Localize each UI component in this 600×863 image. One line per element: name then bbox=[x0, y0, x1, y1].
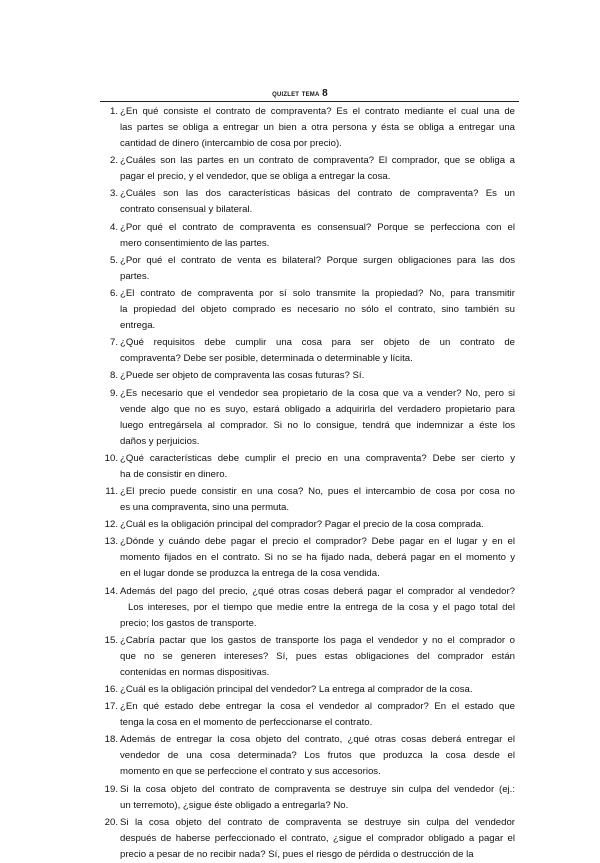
list-item bbox=[0, 386, 600, 450]
item-line: ha de consistir en dinero. bbox=[120, 468, 228, 480]
item-number: 16. bbox=[104, 684, 118, 695]
list-item bbox=[0, 699, 600, 731]
list-item bbox=[0, 368, 600, 384]
item-line: precio; los gastos de transporte. bbox=[120, 617, 257, 629]
item-number: 20. bbox=[104, 816, 118, 828]
list-item bbox=[0, 682, 600, 698]
item-number: 15. bbox=[104, 634, 118, 646]
item-line: que no se generen intereses? Sí, pues estas obligaciones del comprador están bbox=[120, 650, 515, 662]
list-item bbox=[0, 732, 600, 780]
item-line: la propiedad del objeto comprado es necesario no sólo el contrato, sino también su bbox=[120, 304, 515, 315]
item-line: Además del pago del precio, ¿qué otras cosas deberá pagar el comprador al vendedor? bbox=[120, 585, 515, 597]
item-number: 14. bbox=[104, 585, 118, 597]
item-line: contrato consensual y bilateral. bbox=[120, 204, 253, 216]
list-item bbox=[0, 815, 600, 863]
item-number: 1. bbox=[109, 106, 118, 117]
list-item bbox=[0, 584, 600, 632]
item-line: cantidad de dinero (intercambio de cosa por precio). bbox=[120, 138, 342, 149]
item-line: Los intereses, por el tiempo que medie entre la entrega de la cosa y el pago total del bbox=[128, 601, 515, 613]
item-number: 18. bbox=[104, 734, 118, 746]
title-number: 8 bbox=[322, 88, 328, 99]
list-item bbox=[0, 517, 600, 533]
item-line: ¿Qué características debe cumplir el precio en una compraventa? Debe ser cierto y bbox=[120, 452, 515, 464]
item-line: vendedor de una cosa determinada? Los frutos que produzca la cosa desde el bbox=[120, 750, 515, 762]
list-item bbox=[0, 104, 600, 152]
list-item bbox=[0, 253, 600, 285]
item-number: 3. bbox=[109, 188, 118, 200]
item-line: precio a pesar de no recibir nada? Sí, pues el riesgo de pérdida o destrucción de la bbox=[120, 848, 474, 860]
item-line: compraventa? Debe ser posible, determinada o determinable y lícita. bbox=[120, 353, 413, 365]
item-line: ¿Cuál es la obligación principal del comprador? Pagar el precio de la cosa comprada. bbox=[120, 519, 484, 531]
list-item bbox=[0, 186, 600, 218]
list-item bbox=[0, 484, 600, 516]
item-number: 10. bbox=[104, 452, 118, 464]
item-number: 12. bbox=[104, 519, 118, 531]
item-line: ¿Cuáles son las dos características básicas del contrato de compraventa? Es un bbox=[120, 188, 515, 200]
item-number: 11. bbox=[105, 486, 118, 497]
title-rule bbox=[100, 101, 519, 102]
item-line: partes. bbox=[120, 270, 150, 282]
list-item bbox=[0, 335, 600, 367]
item-number: 2. bbox=[109, 155, 118, 167]
item-line: Además de entregar la cosa objeto del contrato, ¿qué otras cosas deberá entregar el bbox=[120, 734, 515, 746]
item-line: ¿Qué requisitos debe cumplir una cosa para ser objeto de un contrato de bbox=[120, 337, 515, 349]
item-line: luego entregársela al comprador. Si no lo consigue, tendrá que indemnizar a éste los bbox=[120, 419, 515, 431]
page-title bbox=[0, 88, 600, 99]
list-item bbox=[0, 153, 600, 185]
list-item bbox=[0, 220, 600, 252]
item-number: 17. bbox=[104, 701, 118, 713]
list-item bbox=[0, 451, 600, 483]
item-line: ¿Es necesario que el vendedor sea propietario de la cosa que va a vender? No, pero si bbox=[120, 387, 515, 399]
item-line: ¿El contrato de compraventa por sí solo transmite la propiedad? No, para transmitir bbox=[120, 288, 515, 299]
item-line: ¿Cuáles son las partes en un contrato de compraventa? El comprador, que se obliga a bbox=[120, 155, 515, 167]
item-line: un terremoto), ¿sigue éste obligado a entregarla? No. bbox=[120, 799, 349, 811]
item-line: mero consentimiento de las partes. bbox=[120, 237, 270, 249]
item-line: momento fijados en el contrato. Si no se ha fijado nada, deberá pagar en el momento y bbox=[120, 552, 515, 564]
item-line: contenidas en normas dispositivas. bbox=[120, 666, 270, 678]
item-number: 9. bbox=[109, 387, 118, 399]
item-line: ¿En qué consiste el contrato de compraventa? Es el contrato mediante el cual una de bbox=[120, 106, 515, 117]
item-line: tenga la cosa en el momento de perfeccionarse el contrato. bbox=[120, 717, 373, 729]
item-number: 8. bbox=[109, 370, 118, 382]
item-number: 7. bbox=[109, 337, 118, 349]
list-item bbox=[0, 633, 600, 681]
item-number: 5. bbox=[109, 254, 118, 266]
item-line: ¿En qué estado debe entregar la cosa el vendedor al comprador? En el estado que bbox=[120, 701, 515, 713]
item-line: ¿Dónde y cuándo debe pagar el precio el comprador? Debe pagar en el lugar y en el bbox=[120, 536, 515, 548]
item-line: Si la cosa objeto del contrato de compraventa se destruye sin culpa del vendedor (ej.: bbox=[120, 783, 515, 795]
item-number: 13. bbox=[104, 536, 118, 548]
item-line: ¿Por qué el contrato de compraventa es consensual? Porque se perfecciona con el bbox=[120, 221, 515, 233]
list-item bbox=[0, 286, 600, 334]
item-number: 19. bbox=[104, 783, 118, 795]
item-line: ¿Puede ser objeto de compraventa las cosas futuras? Sí. bbox=[120, 370, 365, 382]
list-item bbox=[0, 534, 600, 582]
item-number: 6. bbox=[109, 288, 118, 299]
item-line: momento en que se perfeccione el contrato y sus accesorios. bbox=[120, 766, 381, 778]
item-line: después de haberse perfeccionado el contrato, ¿sigue el comprador obligado a pagar el bbox=[120, 832, 515, 844]
item-line: vende algo que no es suyo, estará obligado a adquirirla del verdadero propietario para bbox=[120, 403, 515, 415]
item-line: ¿Cuál es la obligación principal del vendedor? La entrega al comprador de la cosa. bbox=[120, 684, 473, 695]
item-line: las partes se obliga a entregar un bien a otra persona y ésta se obliga a entregar una bbox=[120, 122, 515, 133]
item-line: es una compraventa, sino una permuta. bbox=[120, 502, 290, 513]
item-line: entrega. bbox=[120, 320, 156, 331]
item-line: ¿Por qué el contrato de venta es bilateral? Porque surgen obligaciones para las dos bbox=[120, 254, 515, 266]
item-line: daños y perjuicios. bbox=[120, 435, 200, 447]
item-line: ¿Cabría pactar que los gastos de transporte los paga el vendedor y no el comprador o bbox=[120, 634, 515, 646]
item-line: ¿El precio puede consistir en una cosa? No, pues el intercambio de cosa por cosa no bbox=[120, 486, 515, 497]
item-line: pagar el precio, y el vendedor, que se obliga a entregar la cosa. bbox=[120, 171, 391, 183]
list-item bbox=[0, 782, 600, 814]
item-line: en el lugar donde se produzca la entrega de la cosa vendida. bbox=[120, 568, 380, 580]
title-text: quizlet tema bbox=[272, 88, 320, 98]
item-line: Si la cosa objeto del contrato de compraventa se destruye sin culpa del vendedor bbox=[120, 816, 515, 828]
item-number: 4. bbox=[109, 221, 118, 233]
